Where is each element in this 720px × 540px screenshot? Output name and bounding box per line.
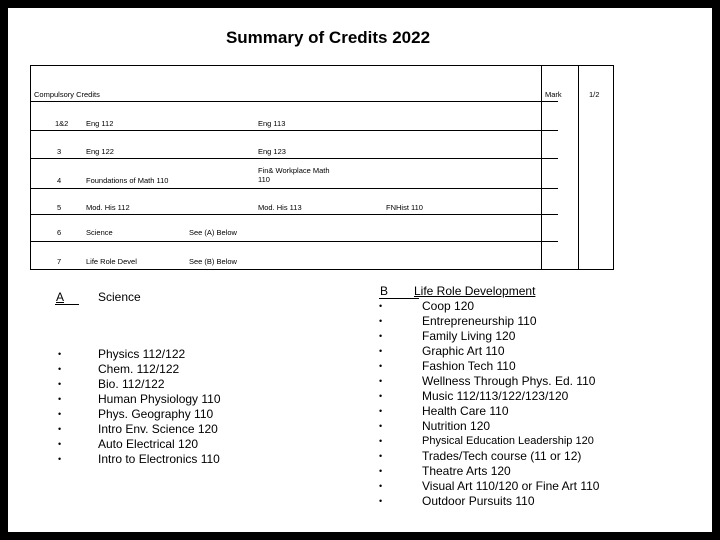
row-num: 7	[57, 257, 62, 266]
list-item: Outdoor Pursuits 110	[422, 494, 535, 508]
table-row-line	[31, 241, 558, 242]
bullet-icon: •	[379, 481, 383, 491]
bullet-icon: •	[379, 451, 383, 461]
row-course: Fin& Workplace Math 110	[258, 166, 330, 184]
row-course: Eng 123	[258, 147, 286, 156]
row-course: Eng 113	[258, 119, 286, 128]
bullet-icon: •	[58, 409, 62, 419]
list-item: Entrepreneurship 110	[422, 314, 537, 328]
table-row-line	[31, 188, 558, 189]
list-item: Phys. Geography 110	[98, 407, 214, 421]
list-item: Trades/Tech course (11 or 12)	[422, 449, 582, 463]
bullet-icon: •	[379, 316, 383, 326]
table-divider-half	[578, 66, 579, 269]
section-a-heading: Science	[98, 290, 141, 304]
row-note: See (B) Below	[189, 257, 237, 266]
section-a-letter: A	[56, 290, 65, 304]
row-num: 6	[57, 228, 62, 237]
bullet-icon: •	[379, 376, 383, 386]
page-title: Summary of Credits 2022	[225, 28, 431, 47]
row-course: Mod. His 113	[258, 203, 302, 212]
list-item: Human Physiology 110	[98, 392, 221, 406]
table-row-line	[31, 130, 558, 131]
section-b-heading: Life Role Development	[414, 284, 536, 298]
row-num: 3	[57, 147, 62, 156]
row-course: Eng 112	[86, 119, 114, 128]
table-row-line	[31, 158, 558, 159]
list-item: Intro to Electronics 110	[98, 452, 220, 466]
table-divider-mark	[541, 66, 542, 269]
list-item: Fashion Tech 110	[422, 359, 516, 373]
list-item: Family Living 120	[422, 329, 516, 343]
slide	[8, 8, 712, 532]
header-half: 1/2	[589, 90, 600, 99]
list-item: Health Care 110	[422, 404, 509, 418]
list-item: Physics 112/122	[98, 347, 186, 361]
bullet-icon: •	[379, 301, 383, 311]
list-item: Physical Education Leadership 120	[422, 435, 594, 447]
list-item: Bio. 112/122	[98, 377, 165, 391]
bullet-icon: •	[379, 361, 383, 371]
list-item: Coop 120	[422, 299, 475, 313]
list-item: Visual Art 110/120 or Fine Art 110	[422, 479, 600, 493]
list-item: Intro Env. Science 120	[98, 422, 218, 436]
list-item: Music 112/113/122/123/120	[422, 389, 569, 403]
bullet-icon: •	[379, 421, 383, 431]
row-num: 1&2	[55, 119, 69, 128]
row-course: Foundations of Math 110	[86, 176, 169, 185]
row-course: Mod. His 112	[86, 203, 130, 212]
bullet-icon: •	[379, 406, 383, 416]
list-item: Graphic Art 110	[422, 344, 505, 358]
list-item: Nutrition 120	[422, 419, 491, 433]
bullet-icon: •	[58, 439, 62, 449]
section-a-underline	[55, 304, 79, 305]
credits-table	[30, 65, 614, 270]
bullet-icon: •	[58, 394, 62, 404]
table-row-line	[31, 214, 558, 215]
row-num: 5	[57, 203, 62, 212]
bullet-icon: •	[58, 454, 62, 464]
header-mark: Mark	[545, 90, 562, 99]
row-num: 4	[57, 176, 62, 185]
bullet-icon: •	[379, 331, 383, 341]
bullet-icon: •	[379, 391, 383, 401]
section-b-underline	[379, 298, 419, 299]
row-note: See (A) Below	[189, 228, 237, 237]
row-course: Life Role Devel	[86, 257, 137, 266]
bullet-icon: •	[379, 466, 383, 476]
list-item: Auto Electrical 120	[98, 437, 199, 451]
bullet-icon: •	[379, 436, 383, 446]
row-course: Science	[86, 228, 113, 237]
bullet-icon: •	[379, 496, 383, 506]
row-course: FNHist 110	[386, 203, 423, 212]
list-item: Theatre Arts 120	[422, 464, 511, 478]
bullet-icon: •	[58, 424, 62, 434]
row-course: Eng 122	[86, 147, 114, 156]
bullet-icon: •	[58, 379, 62, 389]
section-b-letter: B	[380, 284, 389, 298]
table-row-line	[31, 101, 558, 102]
header-compulsory-credits: Compulsory Credits	[34, 90, 100, 99]
list-item: Wellness Through Phys. Ed. 110	[422, 374, 596, 388]
bullet-icon: •	[379, 346, 383, 356]
bullet-icon: •	[58, 364, 62, 374]
list-item: Chem. 112/122	[98, 362, 180, 376]
bullet-icon: •	[58, 349, 62, 359]
